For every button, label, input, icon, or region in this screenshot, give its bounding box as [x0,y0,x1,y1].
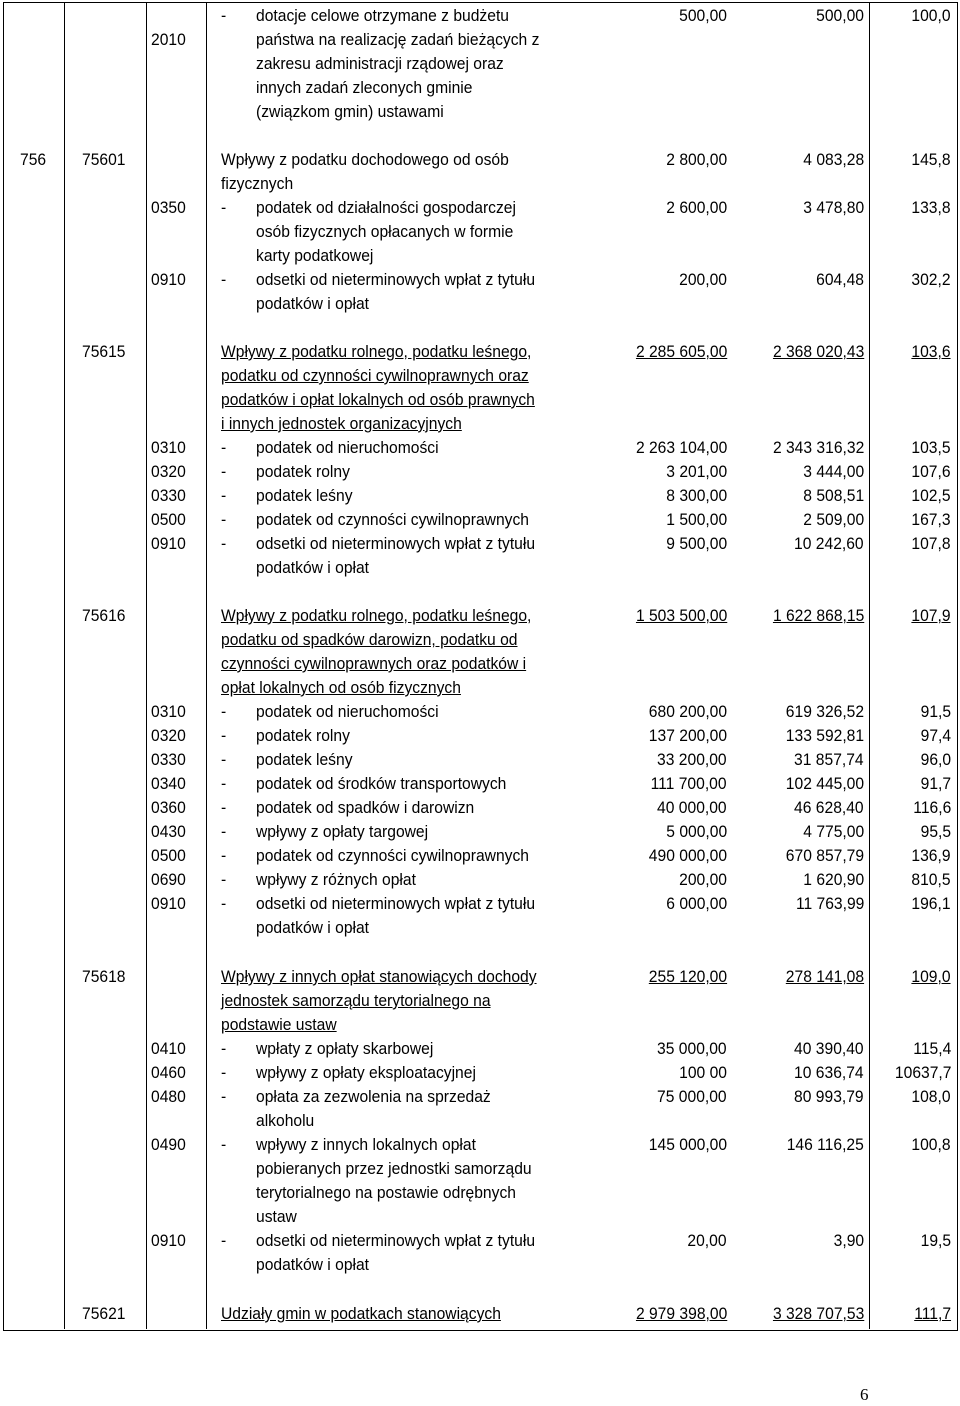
item-description: zakresu administracji rządowej oraz [256,54,504,73]
dash-marker: - [221,726,227,745]
paragraf-code: 0330 [151,486,186,505]
column-divider [869,2,870,1329]
percent-value: 109,0 [911,967,951,986]
execution-value: 3 478,80 [803,198,864,217]
dash-marker: - [221,1087,227,1106]
item-description: Wpływy z podatku dochodowego od osób [221,150,509,169]
execution-value: 4 775,00 [803,822,864,841]
plan-value: 2 979 398,00 [635,1304,727,1323]
paragraf-code: 0330 [151,750,186,769]
execution-value: 133 592,81 [785,726,864,745]
item-description: podatków i opłat [256,558,370,577]
execution-value: 619 326,52 [785,702,864,721]
paragraf-code: 0340 [151,774,186,793]
page-number: 6 [860,1385,869,1404]
item-description: innych zadań zleconych gminie [256,78,473,97]
item-description: podatków i opłat [256,1255,370,1274]
paragraf-code: 0430 [151,822,186,841]
item-description: podatku od czynności cywilnoprawnych oraz [221,366,529,385]
paragraf-code: 0480 [151,1087,186,1106]
item-description: podatek od nieruchomości [256,702,439,721]
paragraf-code: 0320 [151,726,186,745]
paragraf-code: 2010 [151,30,186,49]
plan-value: 35 000,00 [657,1039,727,1058]
percent-value: 100,8 [911,1135,951,1154]
item-description: ustaw [256,1207,297,1226]
execution-value: 4 083,28 [803,150,864,169]
percent-value: 96,0 [920,750,951,769]
item-description: terytorialnego na postawie odrębnych [256,1183,516,1202]
item-description: podatku od spadków darowizn, podatku od [221,630,518,649]
item-description: opłat lokalnych od osób fizycznych [221,678,461,697]
execution-value: 10 636,74 [794,1063,864,1082]
percent-value: 136,9 [911,846,951,865]
execution-value: 2 343 316,32 [772,438,864,457]
item-description: Udziały gmin w podatkach stanowiących [221,1304,501,1323]
item-description: wpływy z innych lokalnych opłat [256,1135,476,1154]
plan-value: 5 000,00 [666,822,727,841]
paragraf-code: 0500 [151,846,186,865]
percent-value: 97,4 [920,726,951,745]
item-description: pobieranych przez jednostki samorządu [256,1159,532,1178]
percent-value: 302,2 [911,270,951,289]
item-description: wpływy z opłaty targowej [256,822,429,841]
percent-value: 108,0 [911,1087,951,1106]
percent-value: 196,1 [911,894,951,913]
item-description: dotacje celowe otrzymane z budżetu [256,6,509,25]
dash-marker: - [221,774,227,793]
item-description: i innych jednostek organizacyjnych [221,414,462,433]
execution-value: 11 763,99 [795,894,864,913]
dash-marker: - [221,822,227,841]
item-description: Wpływy z innych opłat stanowiących dochody [221,967,537,986]
percent-value: 145,8 [911,150,951,169]
percent-value: 102,5 [911,486,951,505]
item-description: podatków i opłat lokalnych od osób prawnych [221,390,535,409]
item-description: podatek rolny [256,462,350,481]
percent-value: 100,0 [911,6,951,25]
dash-marker: - [221,1039,227,1058]
execution-value: 2 509,00 [803,510,864,529]
plan-value: 2 600,00 [666,198,727,217]
item-description: odsetki od nieterminowych wpłat z tytułu [256,894,536,913]
percent-value: 115,4 [913,1039,951,1058]
rozdzial-code: 75615 [82,342,126,361]
paragraf-code: 0460 [151,1063,186,1082]
item-description: fizycznych [221,174,294,193]
plan-value: 200,00 [679,270,727,289]
percent-value: 133,8 [911,198,951,217]
plan-value: 100 00 [679,1063,727,1082]
dash-marker: - [221,1231,227,1250]
item-description: podatek rolny [256,726,350,745]
percent-value: 107,8 [911,534,951,553]
execution-value: 1 620,90 [803,870,864,889]
plan-value: 33 200,00 [657,750,727,769]
paragraf-code: 0910 [151,894,186,913]
execution-value: 46 628,40 [794,798,864,817]
plan-value: 137 200,00 [648,726,727,745]
execution-value: 1 622 868,15 [772,606,864,625]
item-description: podatek od działalności gospodarczej [256,198,516,217]
paragraf-code: 0500 [151,510,186,529]
item-description: opłata za zezwolenia na sprzedaż [256,1087,491,1106]
percent-value: 103,5 [911,438,951,457]
paragraf-code: 0360 [151,798,186,817]
dash-marker: - [221,702,227,721]
dash-marker: - [221,846,227,865]
dzial-code: 756 [20,150,47,169]
execution-value: 3 328 707,53 [772,1304,864,1323]
plan-value: 680 200,00 [648,702,727,721]
paragraf-code: 0410 [151,1039,186,1058]
item-description: alkoholu [256,1111,315,1130]
plan-value: 75 000,00 [657,1087,727,1106]
percent-value: 10637,7 [894,1063,951,1082]
percent-value: 810,5 [911,870,951,889]
execution-value: 500,00 [816,6,864,25]
item-description: jednostek samorządu terytorialnego na [221,991,491,1010]
item-description: karty podatkowej [256,246,374,265]
plan-value: 2 263 104,00 [635,438,727,457]
rozdzial-code: 75621 [82,1304,126,1323]
plan-value: 490 000,00 [648,846,727,865]
dash-marker: - [221,486,227,505]
rozdzial-code: 75618 [82,967,126,986]
item-description: państwa na realizację zadań bieżących z [256,30,540,49]
dash-marker: - [221,6,227,25]
item-description: wpłaty z opłaty skarbowej [256,1039,434,1058]
paragraf-code: 0310 [151,702,186,721]
dash-marker: - [221,798,227,817]
percent-value: 107,9 [911,606,951,625]
percent-value: 91,7 [920,774,951,793]
item-description: podstawie ustaw [221,1015,337,1034]
item-description: Wpływy z podatku rolnego, podatku leśnego, [221,606,532,625]
percent-value: 111,7 [914,1304,951,1323]
item-description: wpływy z opłaty eksploatacyjnej [256,1063,476,1082]
dash-marker: - [221,438,227,457]
percent-value: 107,6 [911,462,951,481]
execution-value: 31 857,74 [794,750,864,769]
column-divider [64,2,65,1329]
paragraf-code: 0910 [151,1231,186,1250]
execution-value: 80 993,79 [794,1087,864,1106]
percent-value: 91,5 [920,702,951,721]
column-divider [146,2,147,1329]
rozdzial-code: 75616 [82,606,126,625]
item-description: odsetki od nieterminowych wpłat z tytułu [256,1231,536,1250]
execution-value: 670 857,79 [785,846,864,865]
item-description: odsetki od nieterminowych wpłat z tytułu [256,270,536,289]
paragraf-code: 0310 [151,438,186,457]
plan-value: 40 000,00 [657,798,727,817]
plan-value: 8 300,00 [666,486,727,505]
item-description: podatek od czynności cywilnoprawnych [256,510,529,529]
execution-value: 10 242,60 [794,534,864,553]
execution-value: 146 116,25 [786,1135,864,1154]
paragraf-code: 0690 [151,870,186,889]
plan-value: 1 503 500,00 [635,606,727,625]
plan-value: 111 700,00 [651,774,727,793]
dash-marker: - [221,198,227,217]
execution-value: 3 444,00 [803,462,864,481]
dash-marker: - [221,1135,227,1154]
execution-value: 40 390,40 [794,1039,864,1058]
percent-value: 116,6 [913,798,951,817]
item-description: podatek od czynności cywilnoprawnych [256,846,529,865]
dash-marker: - [221,534,227,553]
dash-marker: - [221,894,227,913]
dash-marker: - [221,1063,227,1082]
execution-value: 102 445,00 [785,774,864,793]
plan-value: 20,00 [687,1231,727,1250]
plan-value: 3 201,00 [666,462,727,481]
dash-marker: - [221,870,227,889]
item-description: (związkom gmin) ustawami [256,102,444,121]
plan-value: 255 120,00 [648,967,727,986]
percent-value: 103,6 [911,342,951,361]
execution-value: 8 508,51 [803,486,864,505]
dash-marker: - [221,270,227,289]
percent-value: 167,3 [911,510,951,529]
rozdzial-code: 75601 [82,150,126,169]
item-description: podatków i opłat [256,918,370,937]
execution-value: 2 368 020,43 [772,342,864,361]
plan-value: 1 500,00 [666,510,727,529]
item-description: odsetki od nieterminowych wpłat z tytułu [256,534,536,553]
dash-marker: - [221,750,227,769]
item-description: podatek leśny [256,750,353,769]
plan-value: 200,00 [679,870,727,889]
item-description: Wpływy z podatku rolnego, podatku leśnego, [221,342,532,361]
percent-value: 95,5 [920,822,951,841]
item-description: osób fizycznych opłacanych w formie [256,222,514,241]
paragraf-code: 0910 [151,534,186,553]
execution-value: 604,48 [816,270,864,289]
paragraf-code: 0490 [151,1135,186,1154]
item-description: podatków i opłat [256,294,370,313]
plan-value: 6 000,00 [666,894,727,913]
paragraf-code: 0320 [151,462,186,481]
dash-marker: - [221,510,227,529]
item-description: podatek leśny [256,486,353,505]
plan-value: 2 800,00 [666,150,727,169]
percent-value: 19,5 [920,1231,951,1250]
column-divider [206,2,207,1329]
execution-value: 3,90 [833,1231,864,1250]
dash-marker: - [221,462,227,481]
plan-value: 500,00 [679,6,727,25]
item-description: podatek od spadków i darowizn [256,798,475,817]
item-description: podatek od nieruchomości [256,438,439,457]
plan-value: 145 000,00 [648,1135,727,1154]
execution-value: 278 141,08 [785,967,864,986]
plan-value: 2 285 605,00 [635,342,727,361]
item-description: wpływy z różnych opłat [256,870,416,889]
paragraf-code: 0910 [151,270,186,289]
paragraf-code: 0350 [151,198,186,217]
item-description: podatek od środków transportowych [256,774,507,793]
item-description: czynności cywilnoprawnych oraz podatków i [221,654,527,673]
plan-value: 9 500,00 [666,534,727,553]
